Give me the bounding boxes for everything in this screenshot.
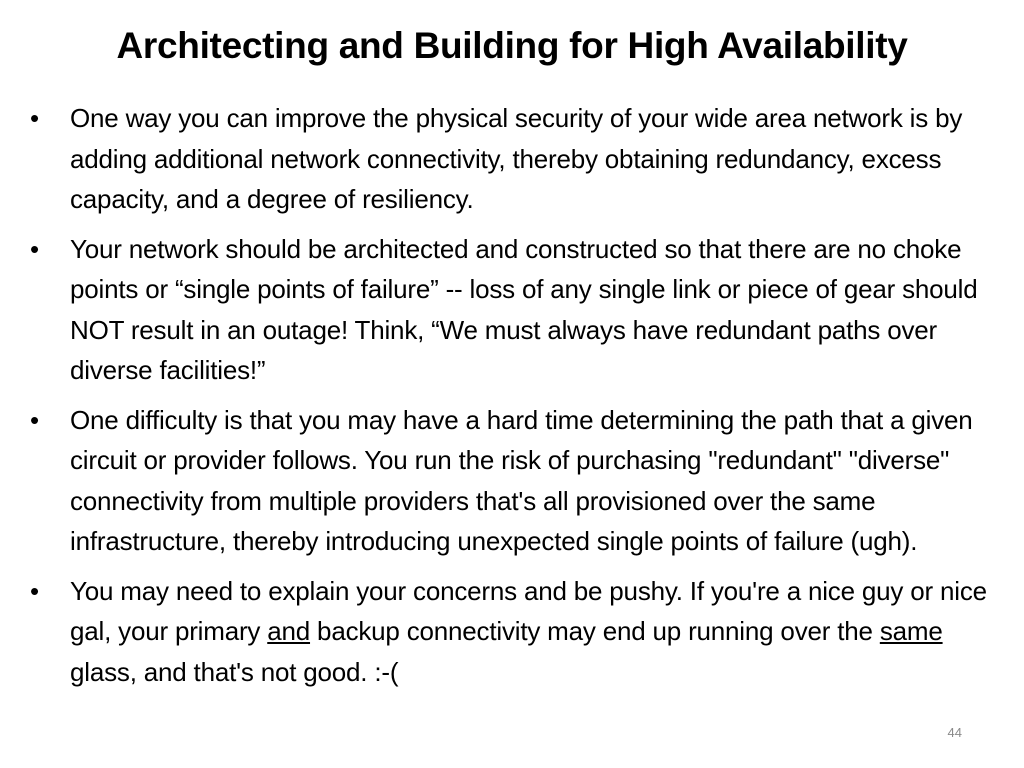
underlined-word: and: [267, 616, 311, 646]
bullet-item: [30, 400, 1000, 562]
bullet-dot-icon: •: [30, 575, 39, 606]
bullet-dot-icon: •: [30, 233, 39, 264]
bullet-item: [30, 98, 1000, 220]
slide-title: Architecting and Building for High Availability: [116, 25, 908, 66]
bullet-list: [30, 98, 1000, 701]
bullet-text-segment: glass, and that's not good. :-(: [70, 656, 399, 687]
bullet-dot-icon: •: [30, 103, 39, 133]
bullet-dot-icon: •: [30, 404, 39, 435]
underlined-word: same: [879, 616, 943, 646]
bullet-text-segment: You may need to explain your concerns and be pushy. If you're a nice guy or nice gal, your primary: [70, 575, 987, 646]
bullet-text: One way you can improve the physical security of your wide area network is by adding additional network connectivity, thereby obtaining redundancy, excess capacity, and a degree of resiliency.: [70, 103, 963, 214]
bullet-text: [70, 576, 987, 687]
bullet-text: Your network should be architected and constructed so that there are no choke points or “single points of failure” -- loss of any single link or piece of gear should NOT result in an outage! Think, “We must always have redundant paths over diverse facilities!”: [70, 233, 978, 385]
bullet-text-segment: backup connectivity may end up running over the: [310, 616, 880, 646]
bullet-item: [30, 229, 1000, 391]
slide-number: 44: [947, 725, 962, 740]
bullet-item: [30, 571, 1000, 693]
bullet-text: One difficulty is that you may have a hard time determining the path that a given circuit or provider follows. You run the risk of purchasing "redundant" "diverse" connectivity from multiple providers that's all provisioned over the same infrastructure, thereby introducing unexpected single points of failure (ugh).: [70, 404, 973, 556]
